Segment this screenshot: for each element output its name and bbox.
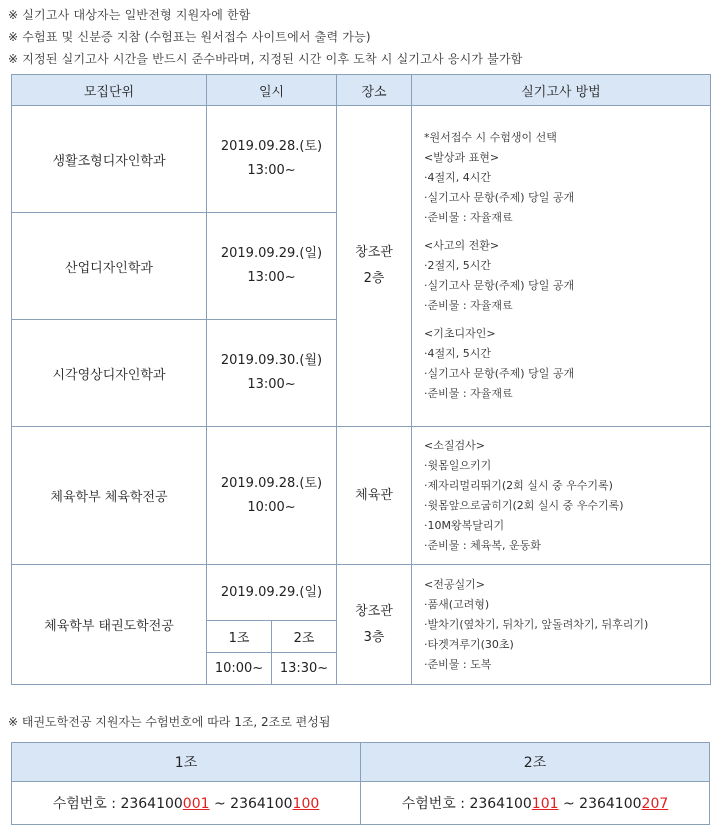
range-prefix: 수험번호 : [52,796,121,812]
range-start: 2364100 [469,796,532,812]
table-row [12,782,710,825]
header-method: 실기고사 방법 [412,75,711,106]
note-admission-ticket: ※ 수험표 및 신분증 지참 (수험표는 원서접수 사이트에서 출력 가능) [8,30,371,44]
method-line: ·준비물 : 도복 [424,657,492,671]
unit-cell: 산업디자인학과 [12,213,207,320]
range-separator: ~ [209,796,231,812]
range-start: 2364100 [120,796,183,812]
method-line: <발상과 표현> [424,151,500,164]
place-cell [337,565,412,685]
place-cell: 체육관 [337,427,412,565]
method-line: <전공실기> [424,577,485,591]
date-cell: 2019.09.29.(일) [207,565,337,621]
place-cell [337,106,412,427]
time-text: 13:00~ [247,163,296,178]
method-line: <사고의 전환> [424,239,500,252]
date-cell [207,213,337,320]
header-row [12,743,710,782]
method-line: ·10M왕복달리기 [424,518,505,532]
range-separator: ~ [558,796,580,812]
date-text: 2019.09.28.(토) [220,139,323,154]
method-spacer [424,228,710,236]
unit-cell: 시각영상디자인학과 [12,320,207,427]
range-start-tail: 101 [531,796,559,812]
date-cell [207,427,337,565]
group-2-range [361,782,710,825]
method-cell-tkd [412,565,711,685]
header-date: 일시 [207,75,337,106]
time-text: 13:00~ [247,270,296,285]
method-line: ·윗몸앞으로굽히기(2회 실시 중 우수기록) [424,498,624,512]
method-line: ·4절지, 5시간 [424,347,491,360]
unit-cell: 체육학부 태권도학전공 [12,565,207,685]
method-spacer [424,316,710,324]
method-line: ·타겟겨루기(30초) [424,637,514,651]
method-line: ·4절지, 4시간 [424,171,491,184]
group-number-table [11,742,710,825]
method-cell-design [412,106,711,427]
method-line: ·준비물 : 자율재료 [424,211,513,224]
date-cell [207,320,337,427]
table-row [12,106,711,213]
method-line: <기초디자인> [424,327,496,340]
exam-schedule-table [11,74,711,685]
note-eligibility: ※ 실기고사 대상자는 일반전형 지원자에 한함 [8,8,251,22]
method-line: ·발차기(옆차기, 뒤차기, 앞돌려차기, 뒤후리기) [424,617,649,631]
range-end-tail: 100 [292,796,320,812]
header-row [12,75,711,106]
range-start-tail: 001 [182,796,210,812]
method-line: ·품새(고려형) [424,597,490,611]
method-line: *원서접수 시 수험생이 선택 [424,131,557,144]
group-1-time: 10:00~ [207,653,272,685]
range-end-tail: 207 [641,796,669,812]
method-line: ·실기고사 문항(주제) 당일 공개 [424,367,575,380]
date-text: 2019.09.28.(토) [220,475,323,491]
method-line: ·준비물 : 자율재료 [424,299,513,312]
group-2-label: 2조 [272,621,337,653]
date-cell [207,106,337,213]
date-text: 2019.09.29.(일) [220,246,323,261]
header-place: 장소 [337,75,412,106]
method-line: ·2절지, 5시간 [424,259,491,272]
table-row [12,427,711,565]
group-1-header: 1조 [12,743,361,782]
method-line: ·준비물 : 체육복, 운동화 [424,538,541,552]
unit-cell: 생활조형디자인학과 [12,106,207,213]
place-floor: 3층 [363,629,385,645]
note-time-warning: ※ 지정된 실기고사 시간을 반드시 준수바라며, 지정된 시간 이후 도착 시 실기고사 응시가 불가함 [8,52,523,66]
method-line: ·준비물 : 자율재료 [424,387,513,400]
unit-cell: 체육학부 체육학전공 [12,427,207,565]
place-building: 창조관 [355,603,393,619]
group-2-time: 13:30~ [272,653,337,685]
range-prefix: 수험번호 : [401,796,470,812]
table-row [12,565,711,621]
method-cell-pe [412,427,711,565]
place-floor: 2층 [363,271,385,286]
time-text: 13:00~ [247,377,296,392]
time-text: 10:00~ [247,499,296,515]
group-1-label: 1조 [207,621,272,653]
note-group-assignment: ※ 태권도학전공 지원자는 수험번호에 따라 1조, 2조로 편성됨 [8,715,331,729]
method-line: ·윗몸일으키기 [424,458,492,472]
method-line: ·실기고사 문항(주제) 당일 공개 [424,279,575,292]
place-building: 창조관 [355,245,393,260]
header-unit: 모집단위 [12,75,207,106]
range-end: 2364100 [579,796,642,812]
group-1-range [12,782,361,825]
group-2-header: 2조 [361,743,710,782]
range-end: 2364100 [230,796,293,812]
method-line: ·제자리멀리뛰기(2회 실시 중 우수기록) [424,478,613,492]
method-line: ·실기고사 문항(주제) 당일 공개 [424,191,575,204]
date-text: 2019.09.30.(월) [220,353,323,368]
method-line: <소질검사> [424,438,485,452]
